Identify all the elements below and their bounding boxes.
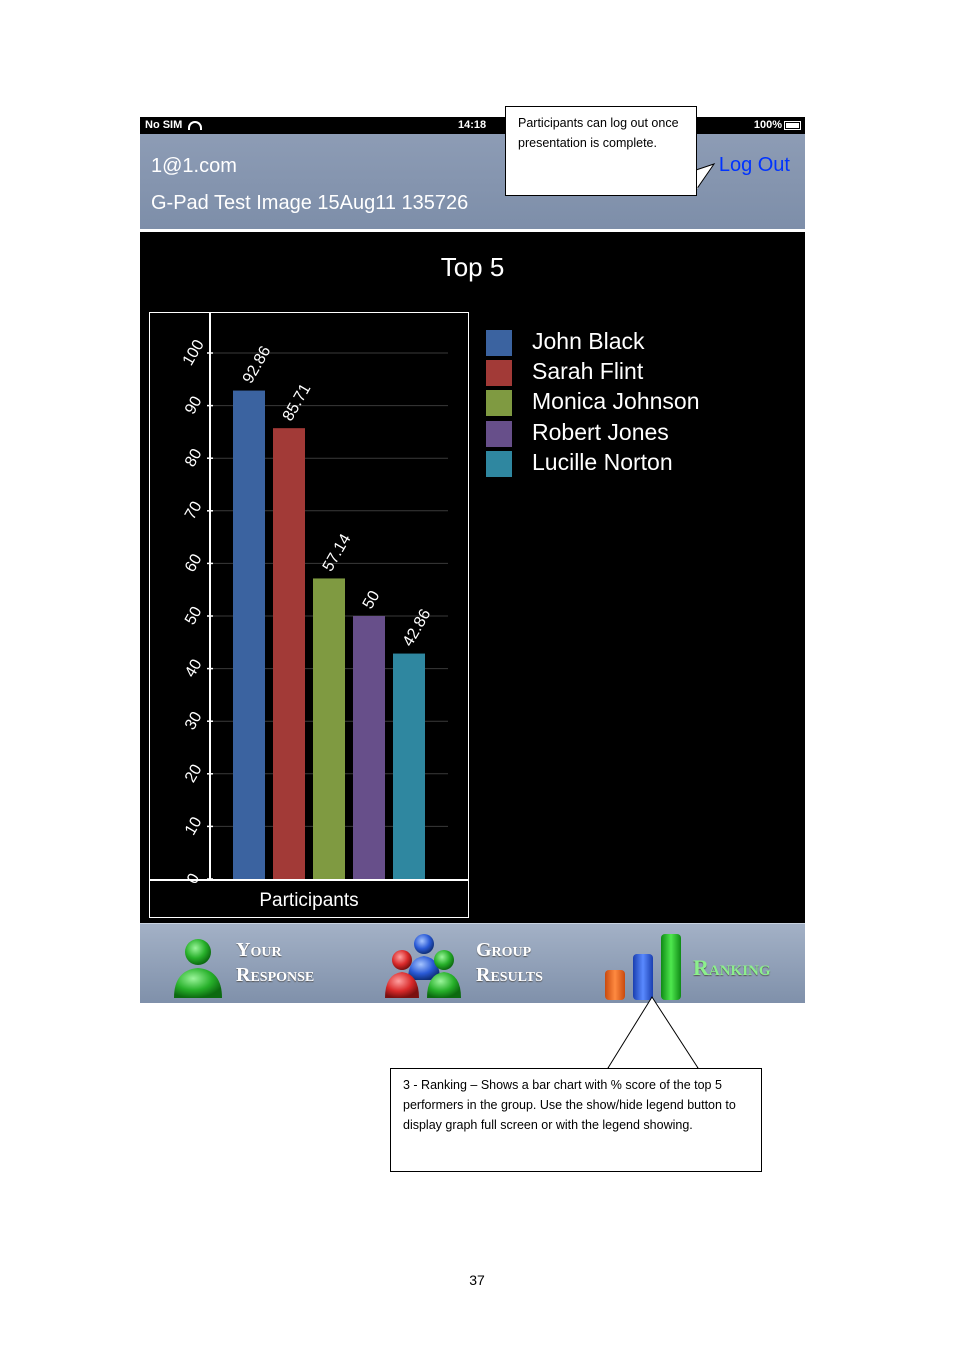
tab-bar	[140, 923, 805, 1003]
y-tick-label: 90	[181, 393, 206, 418]
legend-item	[486, 448, 746, 477]
y-tick-label: 80	[181, 446, 206, 471]
legend-item	[486, 360, 746, 386]
legend-item	[486, 390, 746, 416]
y-tick-label: 100	[179, 337, 208, 369]
x-axis-label: Participants	[259, 890, 359, 912]
wifi-icon	[188, 121, 202, 130]
callout-ranking: 3 - Ranking – Shows a bar chart with % score of the top 5 performers in the group. Use the show/hide legend button to display graph full screen or with the legend showing.	[390, 1068, 762, 1172]
legend-label: Monica Johnson	[532, 388, 700, 415]
callout-ranking-pointer	[600, 995, 710, 1073]
bar-2	[273, 428, 305, 879]
y-tick-label: 40	[181, 656, 206, 681]
bar-chart-icon	[599, 932, 689, 1002]
y-tick-label: 0	[184, 870, 204, 887]
y-tick-label: 20	[181, 761, 206, 786]
group-people-icon	[382, 930, 466, 1002]
bar-chart	[149, 312, 469, 918]
tab-your-response[interactable]	[160, 924, 360, 1003]
session-title: G-Pad Test Image 15Aug11 135726	[151, 192, 469, 214]
tab-your-response-line1: Your	[236, 939, 282, 961]
legend-swatch	[486, 360, 512, 386]
single-person-icon	[168, 932, 228, 1002]
bar-5	[393, 654, 425, 879]
y-tick-label: 70	[181, 498, 206, 523]
bar-value-label: 50	[359, 588, 384, 612]
bar-value-label: 57.14	[319, 531, 355, 575]
legend-label: Lucille Norton	[532, 448, 673, 475]
tab-group-results[interactable]	[380, 924, 580, 1003]
bar-value-label: 42.86	[399, 606, 435, 650]
user-email: 1@1.com	[151, 155, 237, 177]
battery-icon	[784, 121, 801, 130]
y-tick-label: 30	[181, 709, 206, 734]
legend-swatch	[486, 421, 512, 447]
tab-your-response-line2: Response	[236, 964, 315, 986]
tab-ranking-label: Ranking	[693, 955, 771, 980]
bar-4	[353, 616, 385, 879]
legend-swatch	[486, 390, 512, 416]
legend-label: John Black	[532, 328, 645, 354]
battery-percent: 100%	[753, 119, 782, 131]
logout-button[interactable]: Log Out	[718, 154, 790, 176]
callout-logout: Participants can log out once presentation is complete.	[505, 106, 697, 196]
legend-label: Sarah Flint	[532, 358, 644, 385]
bar-chart-svg	[150, 313, 468, 917]
bar-1	[233, 391, 265, 879]
legend-item	[486, 418, 746, 447]
chart-title: Top 5	[440, 252, 505, 282]
legend-swatch	[486, 330, 512, 356]
legend-item	[486, 330, 746, 356]
y-tick-label: 50	[181, 603, 206, 628]
y-tick-label: 10	[181, 814, 206, 839]
status-bar	[140, 117, 805, 134]
page-number: 37	[469, 1272, 485, 1288]
carrier-text: No SIM	[145, 119, 183, 131]
bar-value-label: 85.71	[279, 380, 315, 425]
tab-group-results-line1: Group	[476, 939, 532, 961]
carrier-label	[145, 119, 202, 131]
legend-swatch	[486, 451, 512, 477]
ipad-screen	[140, 117, 805, 1003]
bar-value-label: 92.86	[239, 343, 275, 387]
legend-label: Robert Jones	[532, 418, 669, 445]
bar-3	[313, 578, 345, 879]
y-tick-label: 60	[181, 551, 206, 576]
clock: 14:18	[458, 119, 487, 131]
tab-ranking[interactable]	[595, 924, 800, 1003]
tab-group-results-line2: Results	[476, 964, 543, 986]
battery-status	[754, 119, 801, 131]
